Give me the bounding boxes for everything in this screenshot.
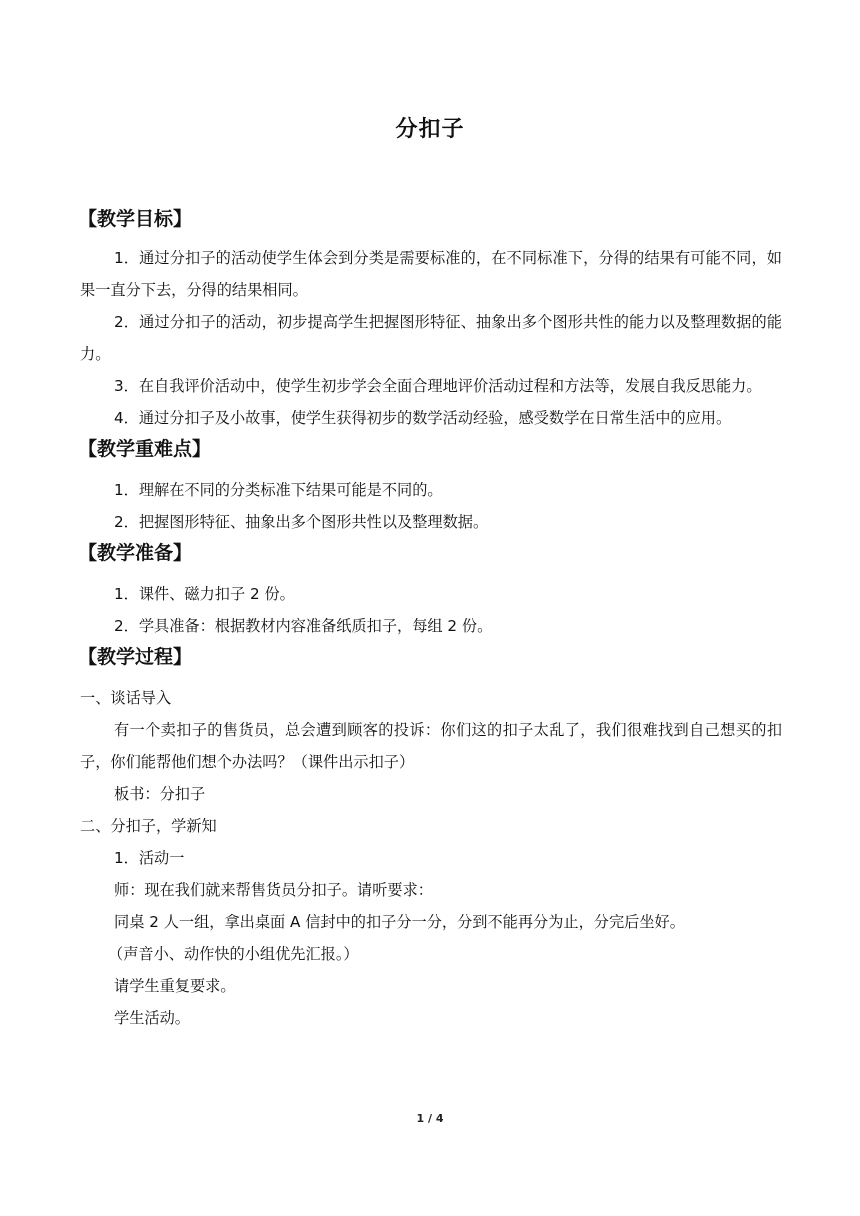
key-point-item: 2．把握图形特征、抽象出多个图形共性以及整理数据。 [114,513,489,531]
objectives-heading: 【教学目标】 [78,208,193,230]
process-paragraph: 1．活动一 [114,849,185,867]
process-part-title: 一、谈话导入 [80,689,172,707]
objective-item: 1．通过分扣子的活动使学生体会到分类是需要标准的，在不同标准下，分得的结果有可能不同，如果一直分下去，分得的结果相同。 [80,249,782,299]
process-paragraph: （声音小、动作快的小组优先汇报。） [108,945,359,963]
process-paragraph: 请学生重复要求。 [114,977,236,995]
process-paragraph: 有一个卖扣子的售货员，总会遭到顾客的投诉：你们这的扣子太乱了，我们很难找到自己想买的扣子，你们能帮他们想个办法吗？（课件出示扣子） [80,721,782,771]
key-points-heading: 【教学重难点】 [78,438,212,460]
page-title: 分扣子 [395,117,465,142]
objective-item: 2．通过分扣子的活动，初步提高学生把握图形特征、抽象出多个图形共性的能力以及整理数据的能力。 [80,313,782,363]
process-part-title: 二、分扣子，学新知 [80,817,217,835]
objective-item: 4．通过分扣子及小故事，使学生获得初步的数学活动经验，感受数学在日常生活中的应用。 [114,409,732,427]
process-paragraph: 学生活动。 [114,1009,190,1027]
page-number: 1 / 4 [416,1112,444,1125]
process-heading: 【教学过程】 [78,646,193,668]
objective-item: 3．在自我评价活动中，使学生初步学会全面合理地评价活动过程和方法等，发展自我反思能力。 [114,377,762,395]
preparation-item: 2．学具准备：根据教材内容准备纸质扣子，每组 2 份。 [114,617,493,635]
process-paragraph: 同桌 2 人一组，拿出桌面 A 信封中的扣子分一分，分到不能再分为止，分完后坐好。 [114,913,685,931]
process-paragraph: 师：现在我们就来帮售货员分扣子。请听要求： [114,881,433,899]
preparation-heading: 【教学准备】 [78,542,193,564]
document-body [80,204,782,1034]
process-paragraph: 板书：分扣子 [114,785,206,803]
preparation-item: 1．课件、磁力扣子 2 份。 [114,585,295,603]
key-point-item: 1．理解在不同的分类标准下结果可能是不同的。 [114,481,443,499]
